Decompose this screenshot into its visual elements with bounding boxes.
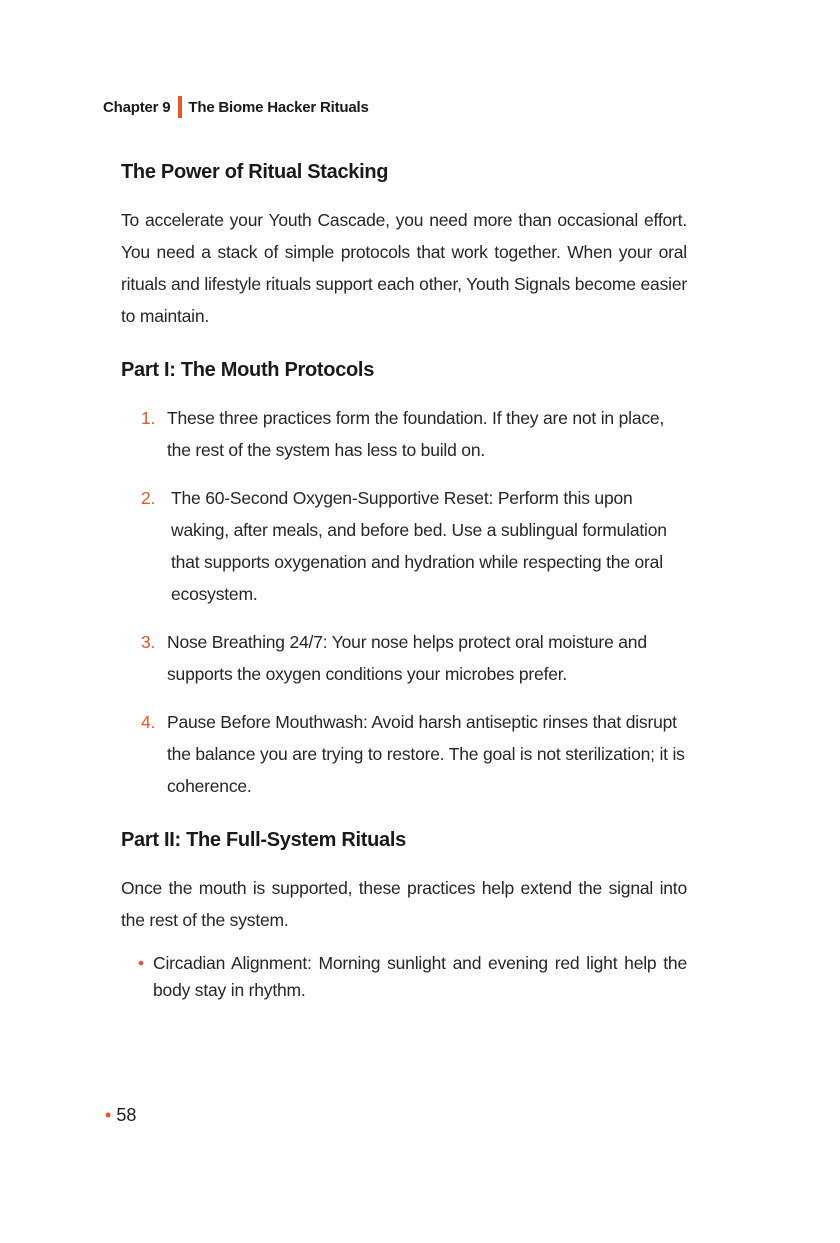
- list-item-text: The 60-Second Oxygen-Supportive Reset: Perform this upon waking, after meals, and before bed. Use a sublingual formulation that supports oxygenation and hydration while respecting the oral ecosystem.: [171, 488, 667, 604]
- list-item: [121, 482, 687, 610]
- page-footer: [105, 1105, 136, 1126]
- bullet-icon: •: [138, 953, 144, 973]
- list-item-text: Circadian Alignment: Morning sunlight and evening red light help the body stay in rhythm.: [153, 953, 687, 1000]
- list-item: [121, 402, 687, 466]
- list-number: 2.: [141, 488, 156, 508]
- part2-heading: Part II: The Full-System Rituals: [121, 829, 406, 851]
- full-system-rituals-list: [121, 950, 687, 1004]
- accent-bar: [178, 96, 182, 118]
- chapter-title: The Biome Hacker Rituals: [188, 98, 369, 116]
- part2-paragraph: Once the mouth is supported, these practices help extend the signal into the rest of the system.: [121, 878, 687, 930]
- running-head: [103, 96, 369, 118]
- intro-paragraph: To accelerate your Youth Cascade, you need more than occasional effort. You need a stack of simple protocols that work together. When your oral rituals and lifestyle rituals support each other, Youth Signals become easier to maintain.: [121, 210, 687, 326]
- part1-heading: Part I: The Mouth Protocols: [121, 359, 375, 381]
- list-item: [121, 626, 687, 690]
- list-item-text: Pause Before Mouthwash: Avoid harsh antiseptic rinses that disrupt the balance you are trying to restore. The goal is not sterilization; it is coherence.: [167, 712, 685, 796]
- list-item: [121, 706, 687, 802]
- page-number: 58: [116, 1105, 137, 1125]
- list-number: 3.: [141, 632, 156, 652]
- page-content: [121, 158, 687, 1004]
- bullet-icon: •: [105, 1105, 112, 1125]
- list-item: [121, 950, 687, 1004]
- section-heading: The Power of Ritual Stacking: [121, 161, 389, 183]
- list-item-text: These three practices form the foundation. If they are not in place, the rest of the system has less to build on.: [167, 408, 665, 460]
- mouth-protocols-list: [121, 402, 687, 802]
- list-number: 1.: [141, 408, 156, 428]
- chapter-number: Chapter 9: [103, 98, 171, 116]
- list-number: 4.: [141, 712, 156, 732]
- list-item-text: Nose Breathing 24/7: Your nose helps protect oral moisture and supports the oxygen conditions your microbes prefer.: [167, 632, 647, 684]
